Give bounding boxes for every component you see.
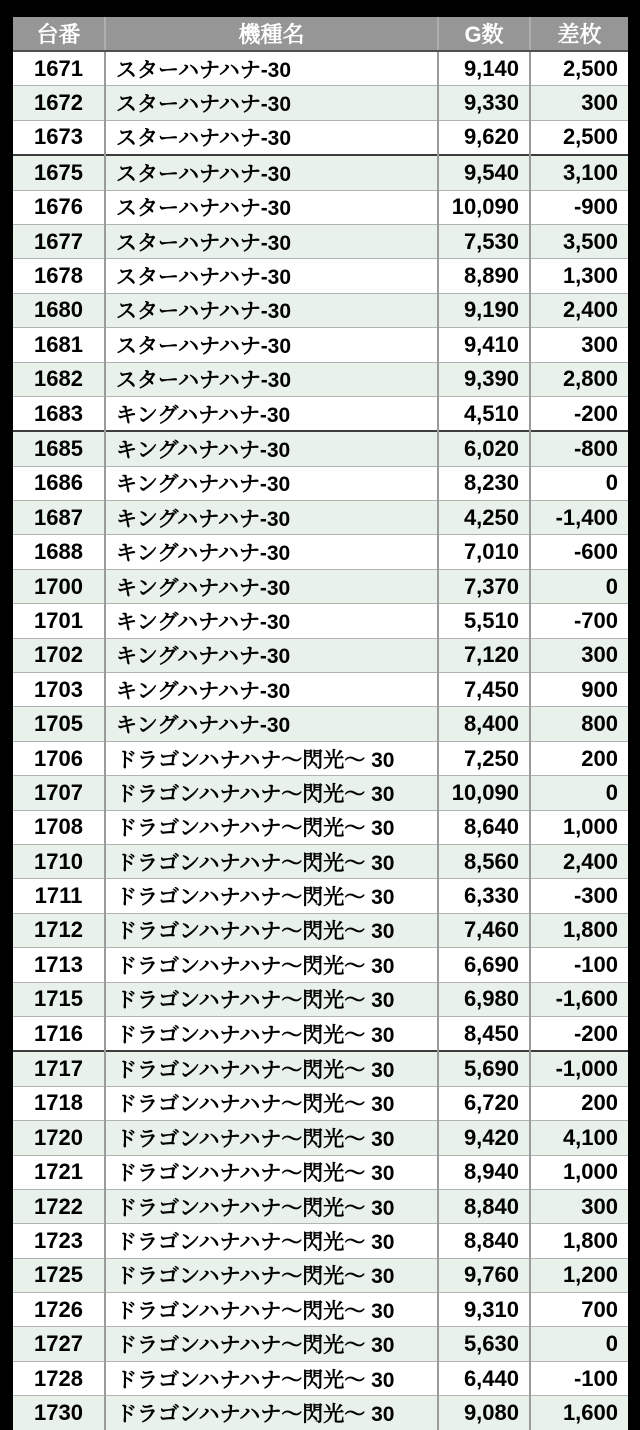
cell-model-name: スターハナハナ-30 [105,293,438,327]
cell-game-count: 7,460 [438,913,530,947]
table-row [13,120,628,155]
cell-machine-number: 1726 [13,1293,105,1327]
cell-machine-number: 1722 [13,1189,105,1223]
table-row [13,501,628,535]
cell-game-count: 9,420 [438,1121,530,1155]
cell-model-name: ドラゴンハナハナ～閃光～ 30 [105,844,438,878]
cell-model-name: ドラゴンハナハナ～閃光～ 30 [105,1361,438,1395]
cell-game-count: 8,940 [438,1155,530,1189]
cell-machine-number: 1727 [13,1327,105,1361]
cell-machine-number: 1672 [13,86,105,120]
cell-model-name: スターハナハナ-30 [105,259,438,293]
cell-game-count: 8,450 [438,1016,530,1051]
cell-diff-medals: 700 [530,1293,628,1327]
cell-diff-medals: 1,000 [530,810,628,844]
cell-model-name: ドラゴンハナハナ～閃光～ 30 [105,776,438,810]
cell-machine-number: 1711 [13,879,105,913]
cell-machine-number: 1703 [13,673,105,707]
cell-diff-medals: 0 [530,776,628,810]
table-row [13,673,628,707]
column-header-diff-medals: 差枚 [530,17,628,51]
table-row [13,1121,628,1155]
cell-diff-medals: 0 [530,466,628,500]
table-row [13,707,628,741]
cell-diff-medals: -100 [530,1361,628,1395]
column-header-game-count: G数 [438,17,530,51]
cell-game-count: 9,140 [438,51,530,86]
cell-diff-medals: 0 [530,569,628,603]
cell-diff-medals: 1,300 [530,259,628,293]
table-row [13,51,628,86]
cell-diff-medals: 4,100 [530,1121,628,1155]
cell-game-count: 9,390 [438,362,530,396]
cell-game-count: 6,690 [438,948,530,982]
cell-game-count: 8,230 [438,466,530,500]
cell-machine-number: 1676 [13,190,105,224]
table-row [13,1396,628,1430]
cell-model-name: キングハナハナ-30 [105,673,438,707]
cell-machine-number: 1685 [13,431,105,466]
cell-game-count: 6,720 [438,1086,530,1120]
cell-game-count: 8,640 [438,810,530,844]
cell-machine-number: 1680 [13,293,105,327]
cell-model-name: ドラゴンハナハナ～閃光～ 30 [105,913,438,947]
cell-machine-number: 1681 [13,328,105,362]
cell-machine-number: 1718 [13,1086,105,1120]
cell-machine-number: 1712 [13,913,105,947]
cell-game-count: 7,370 [438,569,530,603]
table-row [13,259,628,293]
machine-data-table [13,17,628,1430]
cell-model-name: スターハナハナ-30 [105,155,438,190]
cell-machine-number: 1713 [13,948,105,982]
cell-diff-medals: 3,500 [530,224,628,258]
cell-game-count: 9,190 [438,293,530,327]
cell-diff-medals: -1,000 [530,1051,628,1086]
cell-model-name: スターハナハナ-30 [105,362,438,396]
cell-diff-medals: -200 [530,1016,628,1051]
cell-diff-medals: -900 [530,190,628,224]
cell-game-count: 7,450 [438,673,530,707]
table-body [13,51,628,1430]
table-header-row [13,17,628,51]
cell-model-name: キングハナハナ-30 [105,638,438,672]
cell-model-name: ドラゴンハナハナ～閃光～ 30 [105,1327,438,1361]
cell-diff-medals: 2,800 [530,362,628,396]
cell-model-name: キングハナハナ-30 [105,466,438,500]
table-row [13,776,628,810]
cell-diff-medals: -300 [530,879,628,913]
table-row [13,1155,628,1189]
table-row [13,1189,628,1223]
cell-model-name: ドラゴンハナハナ～閃光～ 30 [105,1224,438,1258]
cell-model-name: キングハナハナ-30 [105,569,438,603]
cell-model-name: スターハナハナ-30 [105,190,438,224]
cell-game-count: 7,010 [438,535,530,569]
cell-diff-medals: 300 [530,638,628,672]
cell-diff-medals: 1,600 [530,1396,628,1430]
cell-diff-medals: -1,400 [530,501,628,535]
table-row [13,1327,628,1361]
cell-game-count: 9,080 [438,1396,530,1430]
cell-diff-medals: 1,000 [530,1155,628,1189]
cell-model-name: キングハナハナ-30 [105,707,438,741]
cell-game-count: 8,840 [438,1224,530,1258]
cell-machine-number: 1701 [13,604,105,638]
table-row [13,913,628,947]
cell-machine-number: 1715 [13,982,105,1016]
table-row [13,810,628,844]
table-row [13,844,628,878]
cell-diff-medals: 800 [530,707,628,741]
cell-game-count: 7,120 [438,638,530,672]
cell-game-count: 5,630 [438,1327,530,1361]
cell-machine-number: 1708 [13,810,105,844]
cell-game-count: 8,560 [438,844,530,878]
cell-game-count: 8,890 [438,259,530,293]
table-row [13,224,628,258]
cell-diff-medals: -800 [530,431,628,466]
cell-machine-number: 1675 [13,155,105,190]
cell-machine-number: 1710 [13,844,105,878]
cell-model-name: ドラゴンハナハナ～閃光～ 30 [105,1396,438,1430]
table-row [13,1293,628,1327]
table-row [13,1016,628,1051]
cell-machine-number: 1707 [13,776,105,810]
table-row [13,396,628,431]
cell-machine-number: 1717 [13,1051,105,1086]
table-row [13,1258,628,1292]
cell-machine-number: 1716 [13,1016,105,1051]
cell-diff-medals: 2,400 [530,293,628,327]
cell-diff-medals: 300 [530,328,628,362]
cell-machine-number: 1728 [13,1361,105,1395]
column-header-model-name: 機種名 [105,17,438,51]
cell-game-count: 9,620 [438,120,530,155]
table-row [13,293,628,327]
cell-game-count: 6,440 [438,1361,530,1395]
cell-diff-medals: -200 [530,396,628,431]
cell-model-name: スターハナハナ-30 [105,328,438,362]
cell-model-name: ドラゴンハナハナ～閃光～ 30 [105,948,438,982]
cell-diff-medals: 300 [530,1189,628,1223]
table-row [13,466,628,500]
cell-diff-medals: 0 [530,1327,628,1361]
cell-model-name: ドラゴンハナハナ～閃光～ 30 [105,1086,438,1120]
table-row [13,1051,628,1086]
table-row [13,86,628,120]
cell-model-name: ドラゴンハナハナ～閃光～ 30 [105,810,438,844]
table-row [13,604,628,638]
cell-diff-medals: 1,800 [530,913,628,947]
cell-diff-medals: 300 [530,86,628,120]
table-row [13,1086,628,1120]
cell-model-name: ドラゴンハナハナ～閃光～ 30 [105,879,438,913]
cell-machine-number: 1682 [13,362,105,396]
table-row [13,569,628,603]
cell-machine-number: 1730 [13,1396,105,1430]
cell-game-count: 5,690 [438,1051,530,1086]
cell-model-name: ドラゴンハナハナ～閃光～ 30 [105,1155,438,1189]
cell-game-count: 8,840 [438,1189,530,1223]
cell-model-name: ドラゴンハナハナ～閃光～ 30 [105,1258,438,1292]
cell-diff-medals: 1,200 [530,1258,628,1292]
table-row [13,431,628,466]
cell-model-name: キングハナハナ-30 [105,604,438,638]
cell-diff-medals: 3,100 [530,155,628,190]
cell-machine-number: 1678 [13,259,105,293]
cell-model-name: ドラゴンハナハナ～閃光～ 30 [105,1051,438,1086]
cell-diff-medals: -700 [530,604,628,638]
cell-game-count: 6,330 [438,879,530,913]
cell-game-count: 9,540 [438,155,530,190]
cell-game-count: 10,090 [438,776,530,810]
cell-machine-number: 1686 [13,466,105,500]
table-row [13,190,628,224]
column-header-machine-number: 台番 [13,17,105,51]
cell-diff-medals: 200 [530,741,628,775]
cell-model-name: ドラゴンハナハナ～閃光～ 30 [105,1293,438,1327]
cell-machine-number: 1688 [13,535,105,569]
cell-model-name: キングハナハナ-30 [105,501,438,535]
cell-machine-number: 1683 [13,396,105,431]
cell-diff-medals: 900 [530,673,628,707]
table-row [13,879,628,913]
cell-machine-number: 1720 [13,1121,105,1155]
cell-game-count: 7,530 [438,224,530,258]
cell-model-name: ドラゴンハナハナ～閃光～ 30 [105,1189,438,1223]
cell-diff-medals: 2,400 [530,844,628,878]
cell-diff-medals: 1,800 [530,1224,628,1258]
cell-diff-medals: -1,600 [530,982,628,1016]
cell-machine-number: 1705 [13,707,105,741]
cell-model-name: スターハナハナ-30 [105,51,438,86]
table-row [13,328,628,362]
cell-game-count: 9,330 [438,86,530,120]
cell-model-name: スターハナハナ-30 [105,224,438,258]
cell-machine-number: 1725 [13,1258,105,1292]
cell-model-name: ドラゴンハナハナ～閃光～ 30 [105,982,438,1016]
cell-game-count: 9,410 [438,328,530,362]
cell-diff-medals: 2,500 [530,120,628,155]
cell-machine-number: 1702 [13,638,105,672]
cell-diff-medals: 2,500 [562,55,618,81]
cell-diff-medals: -600 [530,535,628,569]
cell-game-count: 4,510 [438,396,530,431]
cell-game-count: 9,310 [438,1293,530,1327]
table-row [13,1361,628,1395]
cell-game-count: 4,250 [438,501,530,535]
cell-game-count: 6,980 [438,982,530,1016]
table-row [13,155,628,190]
cell-model-name: ドラゴンハナハナ～閃光～ 30 [105,741,438,775]
cell-game-count: 6,020 [438,431,530,466]
table-row [13,638,628,672]
cell-model-name: スターハナハナ-30 [105,120,438,155]
cell-machine-number: 1673 [13,120,105,155]
table-row [13,362,628,396]
table-row [13,741,628,775]
table-row [13,1224,628,1258]
cell-game-count: 7,250 [438,741,530,775]
cell-model-name: キングハナハナ-30 [105,535,438,569]
cell-machine-number: 1700 [13,569,105,603]
cell-diff-medals: 200 [530,1086,628,1120]
cell-model-name: ドラゴンハナハナ～閃光～ 30 [105,1121,438,1155]
cell-model-name: スターハナハナ-30 [105,86,438,120]
cell-game-count: 5,510 [438,604,530,638]
cell-model-name: キングハナハナ-30 [105,396,438,431]
table-row [13,535,628,569]
cell-machine-number: 1671 [13,51,105,86]
cell-model-name: キングハナハナ-30 [105,431,438,466]
cell-machine-number: 1677 [13,224,105,258]
cell-model-name: ドラゴンハナハナ～閃光～ 30 [105,1016,438,1051]
table-row [13,982,628,1016]
cell-machine-number: 1723 [13,1224,105,1258]
cell-machine-number: 1721 [13,1155,105,1189]
cell-game-count: 10,090 [438,190,530,224]
table-row [13,948,628,982]
cell-game-count: 9,760 [438,1258,530,1292]
cell-machine-number: 1706 [13,741,105,775]
cell-game-count: 8,400 [438,707,530,741]
cell-diff-medals: -100 [530,948,628,982]
cell-machine-number: 1687 [13,501,105,535]
